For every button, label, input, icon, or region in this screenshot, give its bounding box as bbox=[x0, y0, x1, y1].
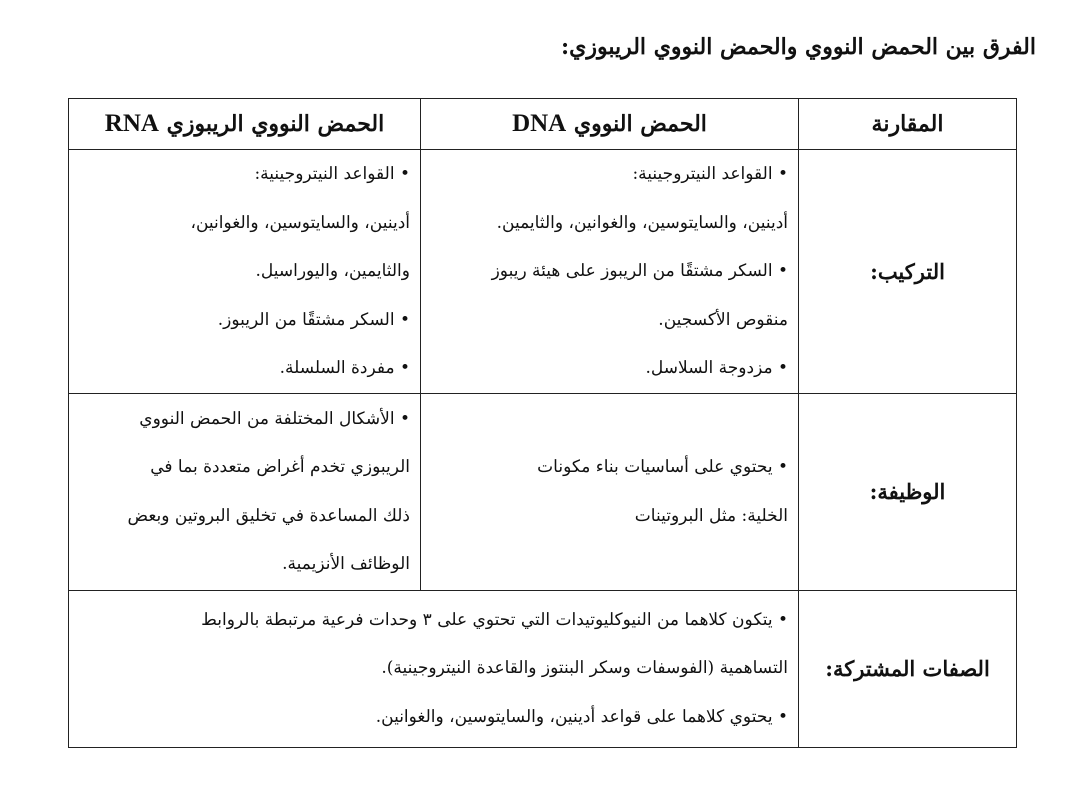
row-label-function: الوظيفة: bbox=[799, 393, 1017, 590]
page-title: الفرق بين الحمض النووي والحمض النووي الريبوزي: bbox=[561, 34, 1036, 60]
text-line: الخلية: مثل البروتينات bbox=[634, 505, 788, 526]
text-line: • القواعد النيتروجينية: bbox=[254, 164, 410, 184]
header-compare: المقارنة bbox=[799, 99, 1017, 150]
text-line: • مزدوجة السلاسل. bbox=[645, 358, 788, 378]
text-line: • يحتوي كلاهما على قواعد أدينين، والسايتوسين، والغوانين. bbox=[375, 706, 788, 727]
row-label-structure: التركيب: bbox=[799, 150, 1017, 394]
header-rna bbox=[69, 99, 421, 150]
cell-structure-dna bbox=[421, 150, 799, 394]
cell-common bbox=[69, 590, 799, 747]
table-row-function bbox=[69, 393, 1017, 590]
table-row-common bbox=[69, 590, 1017, 747]
table-header-row bbox=[69, 99, 1017, 150]
text-line: الوظائف الأنزيمية. bbox=[282, 554, 410, 574]
text-line: • السكر مشتقًا من الريبوز على هيئة ريبوز bbox=[491, 261, 788, 281]
header-dna-label: الحمض النووي bbox=[573, 111, 707, 137]
header-rna-code: RNA bbox=[104, 110, 159, 137]
text-line: • يحتوي على أساسيات بناء مكونات bbox=[537, 457, 788, 477]
header-rna-label: الحمض النووي الريبوزي bbox=[166, 111, 385, 137]
text-line: • مفردة السلسلة. bbox=[279, 358, 410, 378]
text-line: • الأشكال المختلفة من الحمض النووي bbox=[139, 408, 410, 429]
cell-function-rna bbox=[69, 393, 421, 590]
text-line: • السكر مشتقًا من الريبوز. bbox=[217, 309, 410, 330]
text-line: أدينين، والسايتوسين، والغوانين، والثايمين. bbox=[496, 212, 788, 233]
text-line: • القواعد النيتروجينية: bbox=[632, 164, 788, 184]
cell-function-dna bbox=[421, 393, 799, 590]
text-line: أدينين، والسايتوسين، والغوانين، bbox=[190, 212, 410, 233]
text-line: التساهمية (الفوسفات وسكر البنتوز والقاعدة النيتروجينية). bbox=[381, 658, 788, 679]
text-line: الريبوزي تخدم أغراض متعددة بما في bbox=[150, 457, 410, 477]
header-dna-code: DNA bbox=[512, 110, 567, 137]
text-line: ذلك المساعدة في تخليق البروتين وبعض bbox=[127, 505, 410, 526]
header-dna bbox=[421, 99, 799, 150]
text-line: والثايمين، واليوراسيل. bbox=[255, 261, 410, 281]
table-row-structure bbox=[69, 150, 1017, 394]
row-label-common: الصفات المشتركة: bbox=[799, 590, 1017, 747]
cell-structure-rna bbox=[69, 150, 421, 394]
text-line: • يتكون كلاهما من النيوكليوتيدات التي تحتوي على ٣ وحدات فرعية مرتبطة بالروابط bbox=[201, 609, 788, 630]
text-line: منقوص الأكسجين. bbox=[658, 309, 788, 330]
comparison-table bbox=[68, 98, 1017, 748]
